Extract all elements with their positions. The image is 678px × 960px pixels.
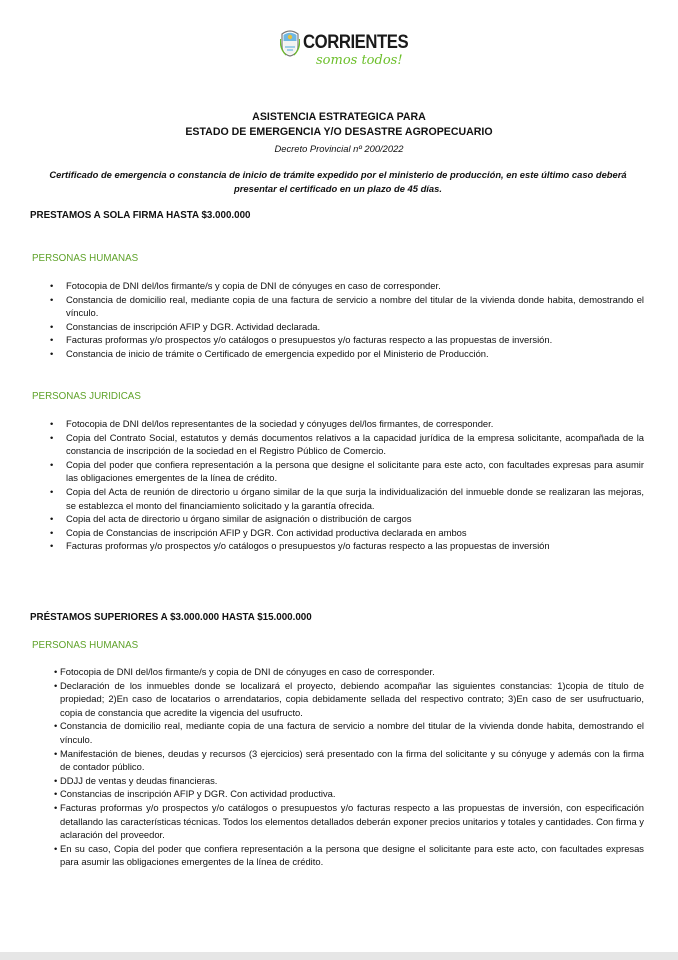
bullet-glyph: • [54, 747, 58, 759]
list-item [0, 665, 678, 679]
document-title-line-1: ASISTENCIA ESTRATEGICA PARA [252, 111, 426, 123]
bullet-glyph: • [54, 679, 58, 691]
list-item-text: Constancia de domicilio real, mediante copia de una factura de servicio a nombre del titular de la vivienda donde habita, demostrando el vínculo. [60, 720, 644, 745]
corrientes-logo [280, 28, 409, 72]
list-item [0, 787, 678, 801]
list-item: • Facturas proformas y/o prospectos y/o catálogos o presupuestos y/o facturas respecto a las propuestas de inversión. [0, 333, 678, 347]
list-item: • Fotocopia de DNI del/los firmante/s y copia de DNI de cónyuges en caso de corresponder. [0, 279, 678, 293]
list-item [0, 719, 678, 746]
list-item-text: DDJJ de ventas y deudas financieras. [60, 774, 218, 786]
provincial-shield-icon [280, 29, 300, 57]
page-bottom-strip [0, 952, 678, 960]
list-item: • Copia del acta de directorio u órgano similar de asignación o distribución de cargos [0, 512, 678, 526]
list-item: • Constancias de inscripción AFIP y DGR. Actividad declarada. [0, 320, 678, 334]
logo-name: CORRIENTES [303, 32, 409, 53]
list-item [0, 679, 678, 720]
bullet-glyph: • [54, 720, 58, 732]
logo-tagline: somos todos! [316, 53, 403, 68]
bullet-glyph: • [54, 774, 58, 786]
bullet-glyph: • [54, 842, 58, 854]
section-title-sola-firma: PRESTAMOS A SOLA FIRMA HASTA $3.000.000 [30, 210, 251, 221]
list-item [0, 842, 678, 869]
list-item-text: Constancias de inscripción AFIP y DGR. Con actividad productiva. [60, 788, 336, 800]
list-item-text: Declaración de los inmuebles donde se localizará el proyecto, debiendo acompañar las siguientes constancias: 1)copia de título de propiedad; 2)En caso de locatarios o arrendatarios, copia debidamente sellada del respectivo contrato; 3)En caso de ser usufructuario, copia de constancia que acredite la vigencia del usufructo. [60, 679, 644, 718]
certificate-note: Certificado de emergencia o constancia de inicio de trámite expedido por el ministerio de producción, en este último caso deberá presentar el certificado en un plazo de 45 días. [49, 169, 627, 194]
list-item: • Copia del Contrato Social, estatutos y demás documentos relativos a la capacidad jurídica de la empresa solicitante, acompañada de la constancia de inscripción de la sociedad en el Registro Público de Comercio. [0, 431, 678, 458]
list-item: • Facturas proformas y/o prospectos y/o catálogos o presupuestos y/o facturas respecto a las propuestas de inversión [0, 539, 678, 553]
requirements-list-humanas [0, 279, 678, 361]
list-item-text: En su caso, Copia del poder que confiera representación a la persona que designe el solicitante para este acto, con facultades expresas para asumir las obligaciones emergentes de la línea de crédito. [60, 842, 644, 868]
bullet-glyph: • [54, 788, 58, 800]
section-title-prestamos-superiores: PRÉSTAMOS SUPERIORES A $3.000.000 HASTA $15.000.000 [30, 612, 312, 623]
requirements-list-juridicas [0, 417, 678, 553]
subsection-title-personas-humanas: PERSONAS HUMANAS [32, 253, 139, 264]
subsection-title-personas-juridicas: PERSONAS JURIDICAS [32, 391, 141, 402]
subsection-title-personas-humanas-2: PERSONAS HUMANAS [32, 640, 139, 651]
list-item [0, 801, 678, 842]
list-item: • Copia de Constancias de inscripción AFIP y DGR. Con actividad productiva declarada en ambos [0, 526, 678, 540]
list-item: • Fotocopia de DNI del/los representantes de la sociedad y cónyuges del/los firmantes, de corresponder. [0, 417, 678, 431]
document-title-line-2: ESTADO DE EMERGENCIA Y/O DESASTRE AGROPECUARIO [185, 126, 493, 138]
requirements-list-humanas-2 [0, 665, 678, 869]
list-item: • Constancia de domicilio real, mediante copia de una factura de servicio a nombre del titular de la vivienda donde habita, demostrando el vínculo. [0, 293, 678, 320]
decree-reference: Decreto Provincial nº 200/2022 [274, 143, 404, 154]
list-item [0, 747, 678, 774]
list-item-text: Facturas proformas y/o prospectos y/o catálogos o presupuestos y/o facturas respecto a las propuestas de inversión, con especificación detallando las características técnicas. Todos los elementos detallados deberán exponer precios unitarios y totales y cantidades. Con firma y aclaración del proveedor. [60, 801, 644, 841]
list-item-text: Fotocopia de DNI del/los firmante/s y copia de DNI de cónyuges en caso de corresponder. [60, 666, 435, 677]
bullet-glyph: • [54, 666, 58, 677]
list-item: • Copia del Acta de reunión de directorio u órgano similar de la que surja la individualización del inmueble donde se realizaran las mejoras, se establezca el monto del financiamiento solicitado y la garantía ofrecida. [0, 485, 678, 512]
bullet-glyph: • [54, 801, 58, 813]
list-item: • Constancia de inicio de trámite o Certificado de emergencia expedido por el Ministerio de Producción. [0, 347, 678, 361]
list-item-text: Manifestación de bienes, deudas y recursos (3 ejercicios) será presentado con la firma del solicitante y su cónyuge y además con la firma de contador público. [60, 747, 644, 773]
list-item: • Copia del poder que confiera representación a la persona que designe el solicitante para este acto, con facultades expresas para asumir las obligaciones emergentes de la línea de crédito. [0, 458, 678, 485]
list-item [0, 774, 678, 788]
